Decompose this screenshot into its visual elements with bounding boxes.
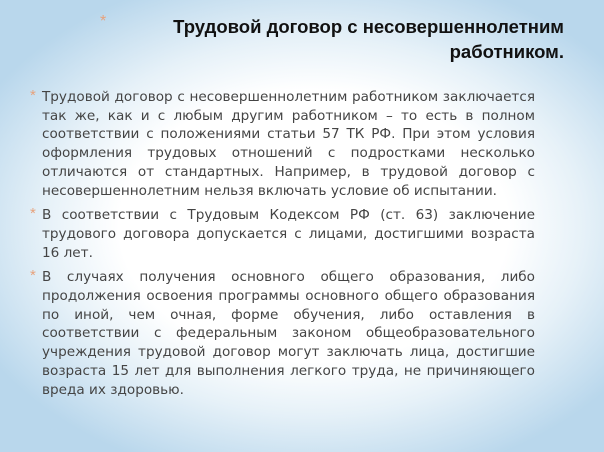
list-item [30,268,535,399]
slide-title: Трудовой договор с несовершеннолетним работником. [173,16,564,62]
list-item-text: Трудовой договор с несовершеннолетним работником заключается так же, как и с любым другим работником – то есть в полном соответствии с положениями статьи 57 ТК РФ. При этом условия оформления трудовых отношений с подростками несколько отличаются от стандартных. Например, в трудовой договор с несовершеннолетним нельзя включать условие об испытании. [42,89,535,199]
bullet-icon: * [30,267,36,285]
list-item [30,206,535,262]
list-item [30,88,535,200]
body-list [30,88,535,405]
bullet-icon: * [30,205,36,223]
list-item-text: В соответствии с Трудовым Кодексом РФ (ст. 63) заключение трудового договора допускается с лицами, достигшими возраста 16 лет. [42,207,535,261]
bullet-icon: * [30,87,36,104]
title-bullet-icon: * [100,13,107,30]
title-row [100,12,570,64]
list-item-text: В случаях получения основного общего образования, либо продолжения освоения программы основного общего образования по иной, чем очная, форме обучения, либо оставления в соответствии с федеральным законом общеобразовательного учреждения трудовой договор могут заключать лица, достигшие возраста 15 лет для выполнения легкого труда, не причиняющего вреда их здоровью. [42,269,535,398]
